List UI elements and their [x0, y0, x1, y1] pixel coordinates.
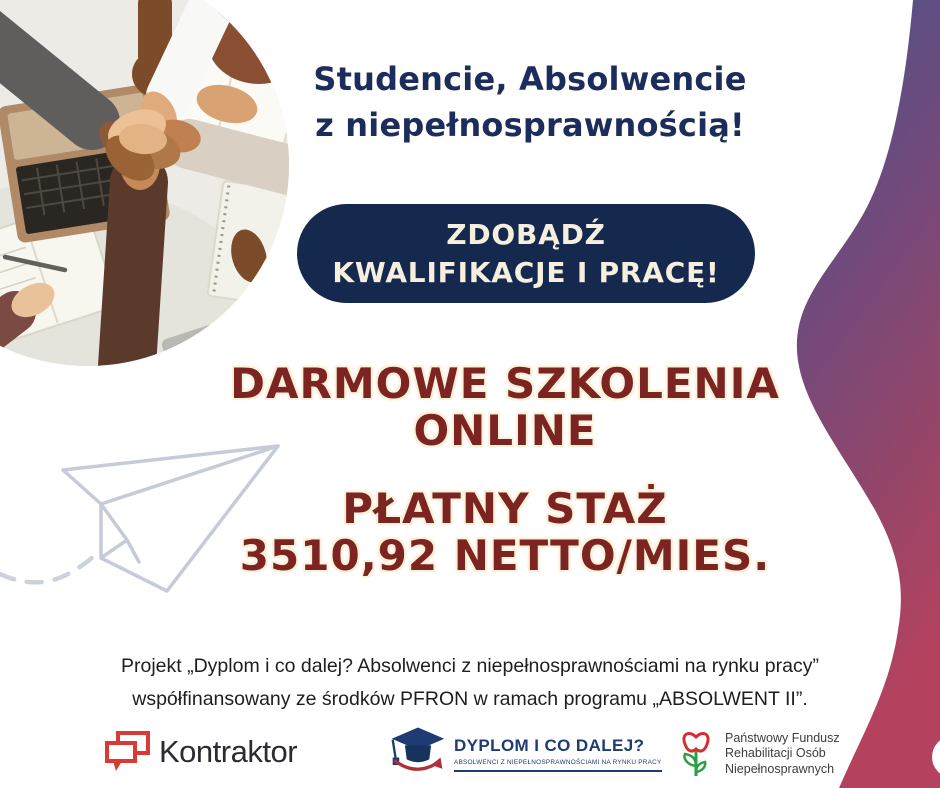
- headline: [230, 56, 830, 148]
- offer-internship-line2: 3510,92 NETTO/MIES.: [239, 531, 771, 580]
- paper-plane-icon: [0, 428, 310, 613]
- graduation-cap-icon: [388, 720, 448, 780]
- kontraktor-logo: [103, 730, 297, 774]
- pfron-name-line1: Państwowy Fundusz: [725, 730, 840, 745]
- footer-note: [70, 650, 870, 716]
- dyplom-logo-title: DYPLOM I CO DALEJ?: [454, 736, 645, 755]
- speech-bubbles-icon: [103, 730, 153, 774]
- dyplom-i-co-dalej-logo: [388, 720, 662, 780]
- pfron-logo: [676, 728, 840, 780]
- team-hands-stacked-photo: [0, 0, 289, 366]
- offer-internship-line1: PŁATNY STAŻ: [342, 484, 668, 533]
- headline-line1: Studencie, Absolwencie: [313, 60, 747, 98]
- qualifications-badge: [297, 204, 755, 303]
- footer-note-line1: Projekt „Dyplom i co dalej? Absolwenci z niepełnosprawnościami na rynku pracy”: [121, 655, 819, 677]
- kontraktor-wordmark: Kontraktor: [159, 734, 298, 769]
- footer-note-line2: współfinansowany ze środków PFRON w ramach programu „ABSOLWENT II”.: [132, 688, 808, 710]
- offer-training-line1: DARMOWE SZKOLENIA: [230, 359, 780, 408]
- headline-line2: z niepełnosprawnością!: [315, 106, 745, 144]
- pfron-name-line3: Niepełnosprawnych: [725, 761, 835, 776]
- tulip-icon: [676, 728, 718, 780]
- offer-training-line2: ONLINE: [413, 406, 597, 455]
- pfron-name-line2: Rehabilitacji Osób: [725, 746, 826, 761]
- partner-logos: [0, 718, 940, 788]
- pfron-name: [725, 731, 840, 778]
- dyplom-logo-subtitle: ABSOLWENCI Z NIEPEŁNOSPRAWNOŚCIAMI NA RYNKU PRACY: [454, 759, 662, 772]
- badge-line2: KWALIFIKACJE I PRACĘ!: [332, 255, 720, 289]
- badge-line1: ZDOBĄDŹ: [446, 217, 606, 251]
